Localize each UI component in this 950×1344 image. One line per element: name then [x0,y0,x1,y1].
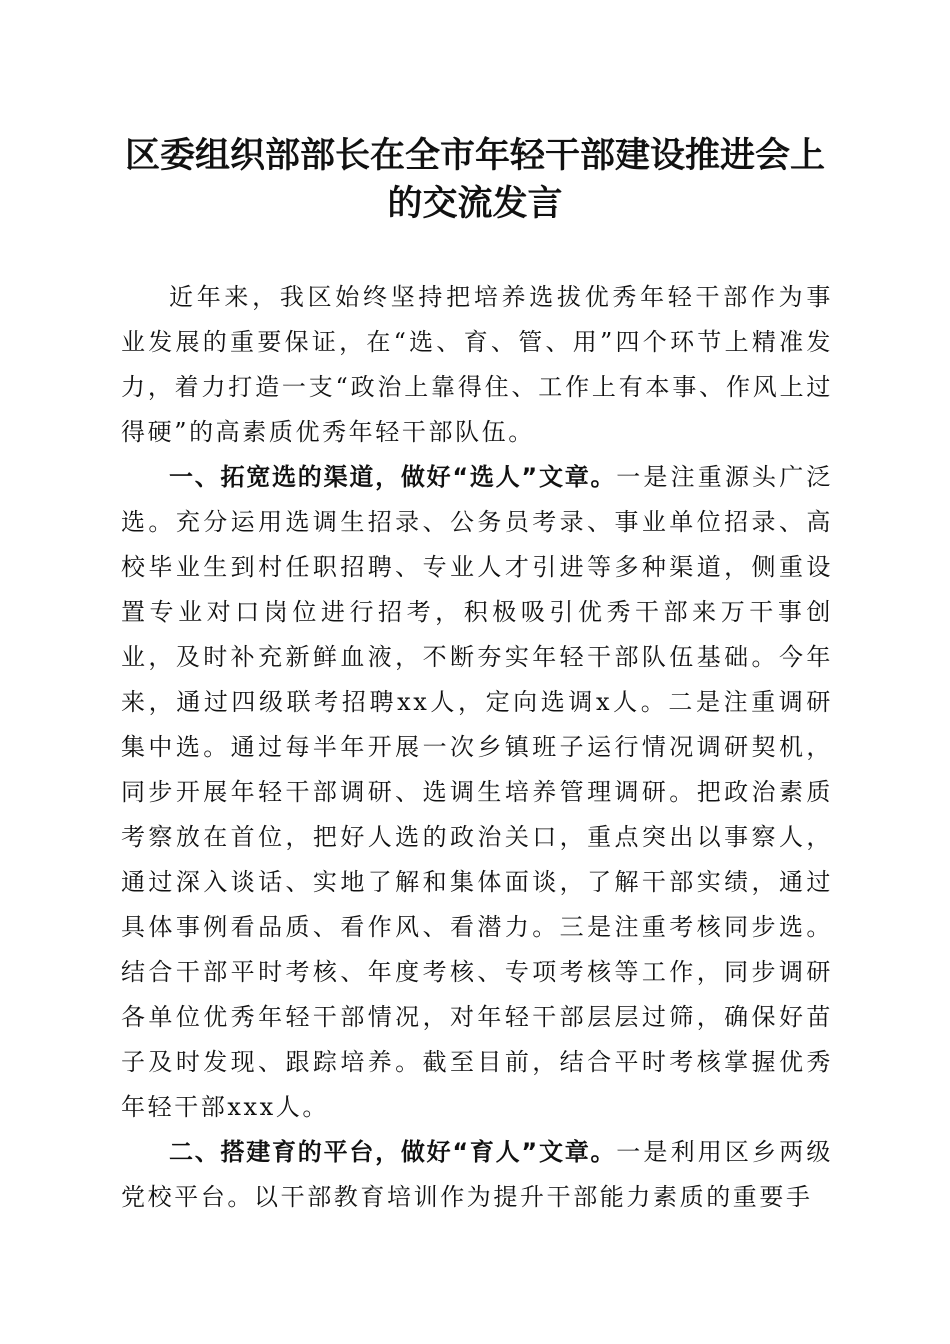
paragraph-intro [121,275,833,455]
title-line-2: 的交流发言 [387,183,563,224]
document-title [110,132,840,228]
paragraph-section-1 [121,455,833,1130]
paragraph-text: 近年来，我区始终坚持把培养选拔优秀年轻干部作为事业发展的重要保证，在“选、育、管、用”四个环节上精准发力，着力打造一支“政治上靠得住、工作上有本事、作风上过得硬”的高素质优秀年轻干部队伍。 [121,283,833,446]
title-line-1: 区委组织部部长在全市年轻干部建设推进会上 [124,135,825,176]
paragraph-text: 一是利用区乡两级党校平台。以干部教育培训作为提升干部能力素质的重要手 [121,1138,833,1211]
section-heading: 一、拓宽选的渠道，做好“选人”文章。 [169,463,617,491]
paragraph-text: 一是注重源头广泛选。充分运用选调生招录、公务员考录、事业单位招录、高校毕业生到村任职招聘、专业人才引进等多种渠道，侧重设置专业对口岗位进行招考，积极吸引优秀干部来万干事创业，及时补充新鲜血液，不断夯实年轻干部队伍基础。今年来，通过四级联考招聘xx人，定向选调x人。二是注重调研集中选。通过每半年开展一次乡镇班子运行情况调研契机，同步开展年轻干部调研、选调生培养管理调研。把政治素质考察放在首位，把好人选的政治关口，重点突出以事察人，通过深入谈话、实地了解和集体面谈，了解干部实绩，通过具体事例看品质、看作风、看潜力。三是注重考核同步选。结合干部平时考核、年度考核、专项考核等工作，同步调研各单位优秀年轻干部情况，对年轻干部层层过筛，确保好苗子及时发现、跟踪培养。截至目前，结合平时考核掌握优秀年轻干部xxx人。 [121,463,833,1121]
document-body [121,275,833,1220]
paragraph-section-2 [121,1130,833,1220]
section-heading: 二、搭建育的平台，做好“育人”文章。 [169,1138,617,1166]
